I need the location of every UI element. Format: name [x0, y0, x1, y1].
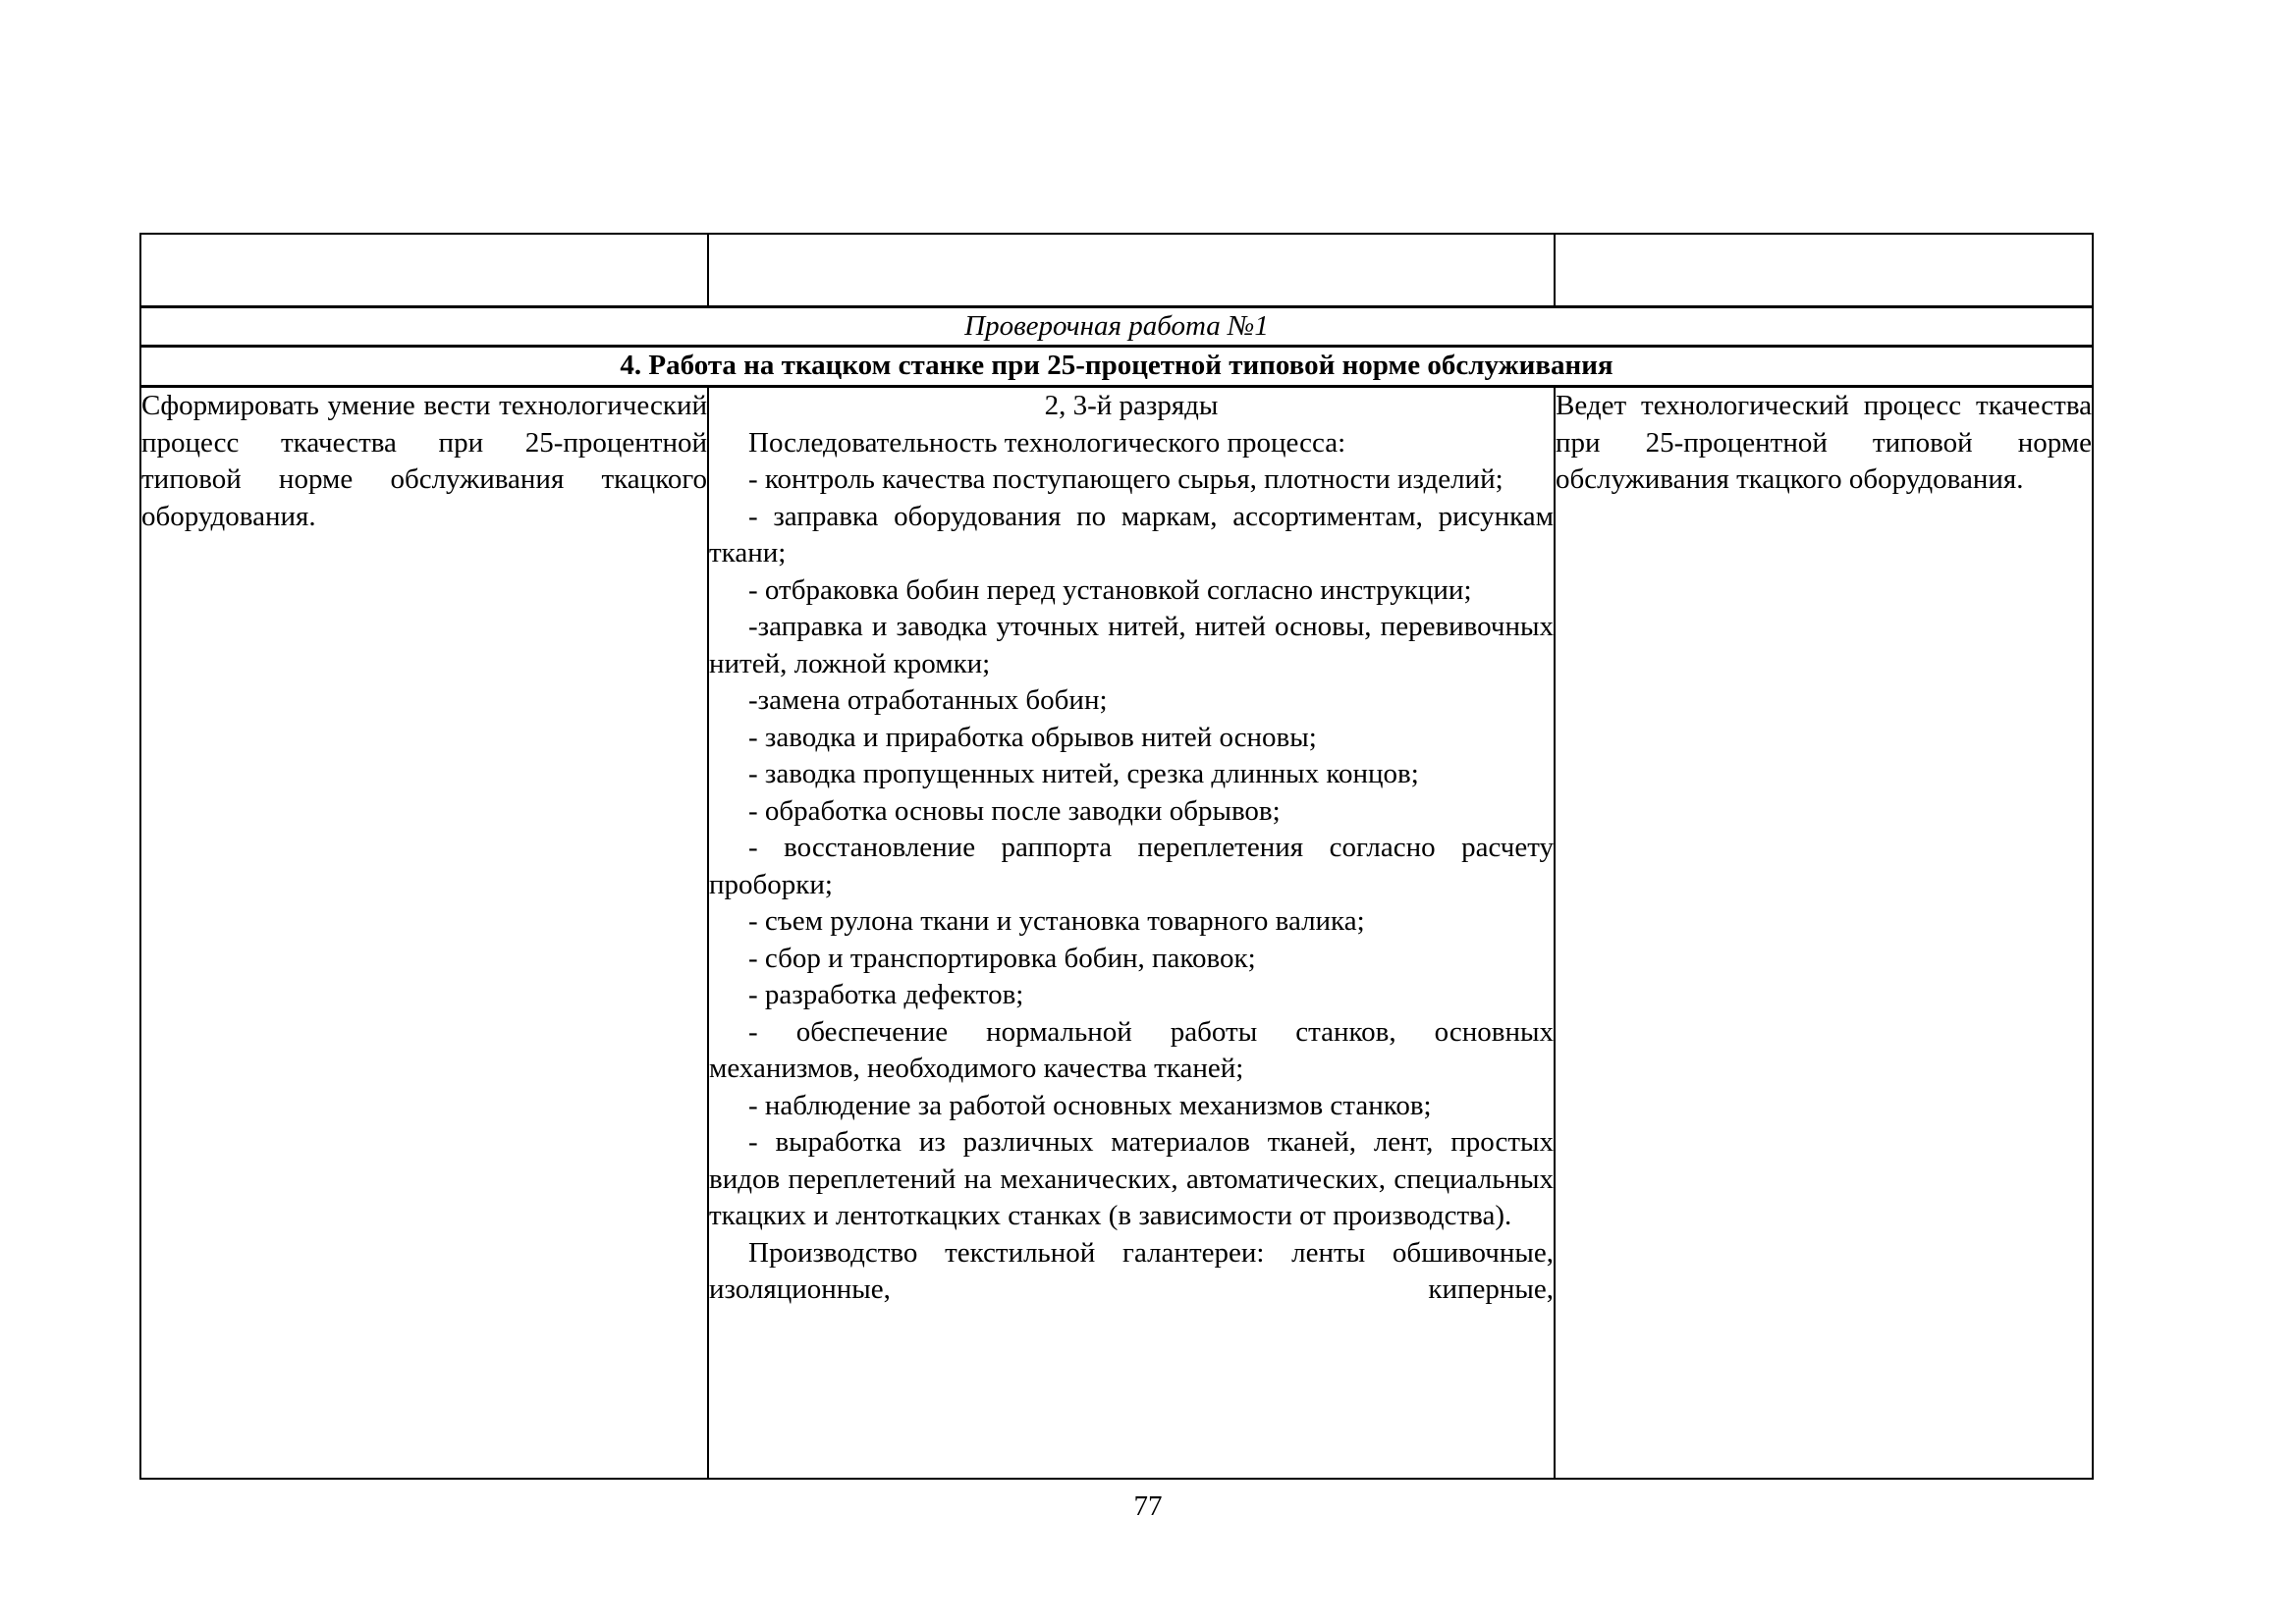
process-paragraph: - разработка дефектов;: [748, 979, 1024, 1010]
process-paragraph: - обработка основы после заводки обрывов;: [748, 794, 1281, 827]
section-heading-cell: [140, 347, 2093, 387]
page-number: 77: [1133, 1490, 1163, 1522]
process-paragraph: - обеспечение нормальной работы станков, основных механизмов, необходимого качества тканей;: [709, 1015, 1554, 1084]
empty-header-row: [140, 234, 2093, 306]
section-heading: 4. Работа на ткацком станке при 25-процетной типовой норме обслуживания: [620, 350, 1613, 381]
process-paragraph: - съем рулона ткани и установка товарного валика;: [748, 905, 1365, 937]
process-paragraph: Последовательность технологического процесса:: [748, 426, 1346, 459]
test-title-row: [140, 306, 2093, 347]
objective-cell: [140, 387, 708, 1479]
process-paragraph: - сбор и транспортировка бобин, паковок;: [748, 942, 1256, 974]
process-paragraph: - заправка оборудования по маркам, ассортиментам, рисункам ткани;: [709, 500, 1554, 568]
process-paragraph: Производство текстильной галантереи: ленты обшивочные, изоляционные, киперные,: [709, 1236, 1554, 1305]
objective-text: Сформировать умение вести технологический процесс ткачества при 25-процентной типовой норме обслуживания ткацкого оборудования.: [141, 390, 707, 532]
test-title: Проверочная работа №1: [964, 309, 1269, 342]
grade-label: 2, 3-й разряды: [1044, 390, 1219, 421]
section-heading-row: [140, 347, 2093, 387]
process-paragraph: -заправка и заводка уточных нитей, нитей основы, перевивочных нитей, ложной кромки;: [709, 611, 1554, 679]
process-paragraph: - наблюдение за работой основных механизмов станков;: [748, 1089, 1432, 1121]
process-paragraph: - контроль качества поступающего сырья, плотности изделий;: [748, 463, 1503, 495]
content-row: [140, 387, 2093, 1479]
process-paragraph: - отбраковка бобин перед установкой согласно инструкции;: [748, 573, 1472, 606]
empty-cell-1: [140, 234, 708, 306]
process-cell: [708, 387, 1555, 1479]
result-text: Ведет технологический процесс ткачества при 25-процентной типовой норме обслуживания ткацкого оборудования.: [1556, 390, 2092, 495]
process-paragraph: - заводка пропущенных нитей, срезка длинных концов;: [748, 758, 1419, 789]
result-cell: [1555, 387, 2093, 1479]
process-paragraph: -замена отработанных бобин;: [748, 684, 1108, 716]
empty-cell-2: [708, 234, 1555, 306]
process-paragraph: - восстановление раппорта переплетения согласно расчету проборки;: [709, 832, 1554, 900]
process-paragraph: - выработка из различных материалов тканей, лент, простых видов переплетений на механических, автоматических, специальных ткацких и лентоткацких станках (в зависимости от производства).: [709, 1126, 1554, 1231]
test-title-cell: [140, 306, 2093, 347]
curriculum-table: [139, 233, 2094, 1480]
process-paragraph: - заводка и приработка обрывов нитей основы;: [748, 721, 1317, 753]
empty-cell-3: [1555, 234, 2093, 306]
